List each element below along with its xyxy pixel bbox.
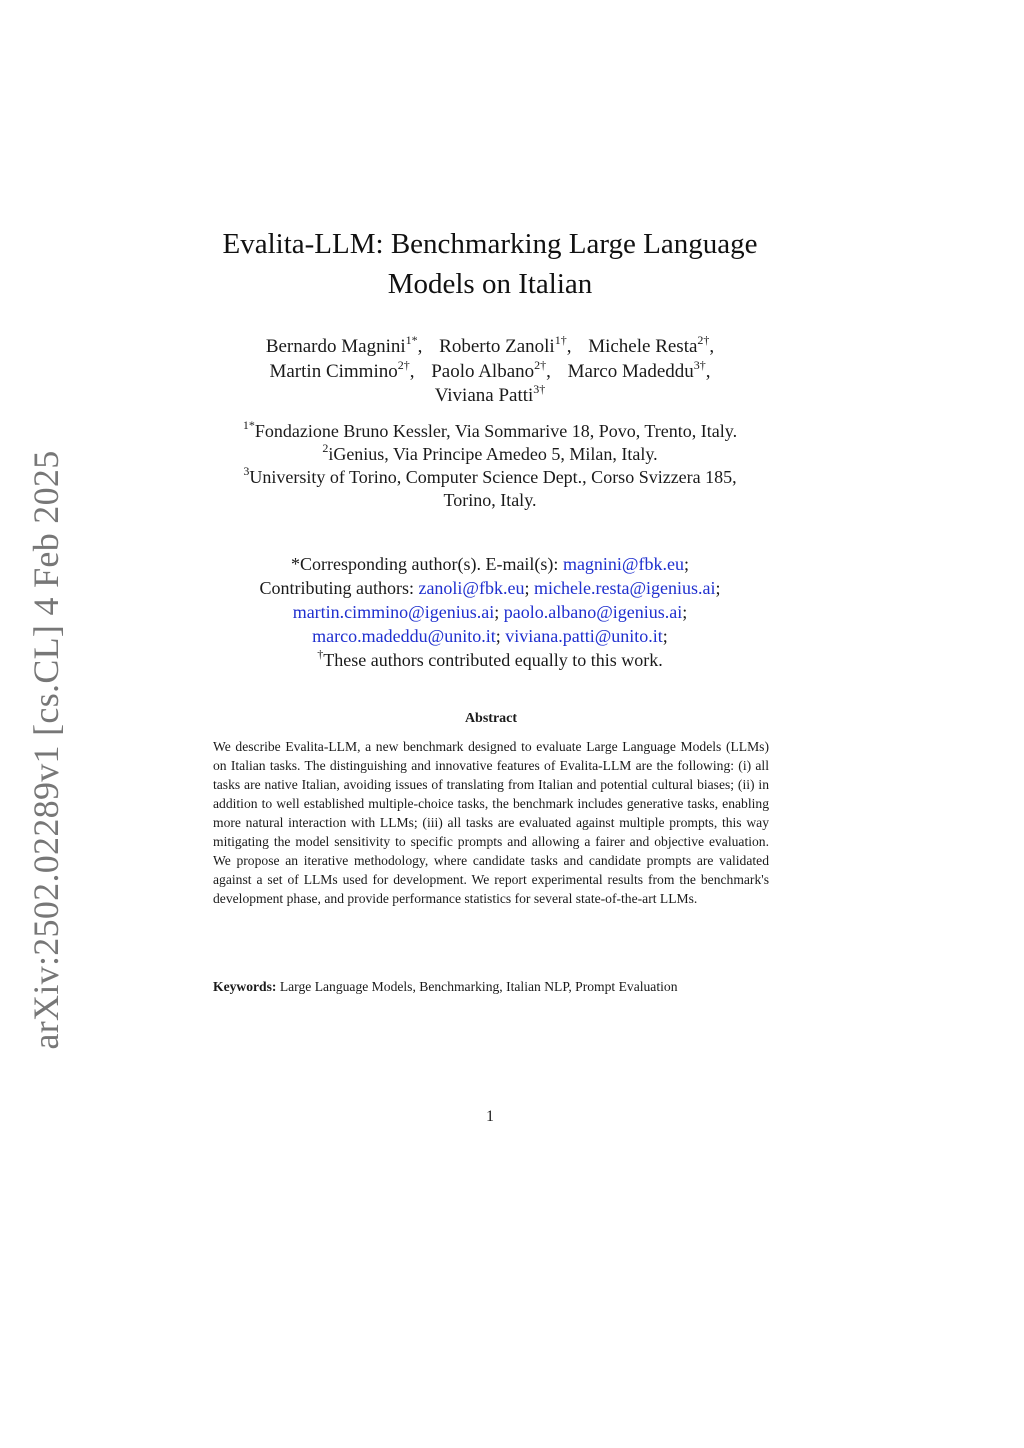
email-link[interactable]: paolo.albano@igenius.ai bbox=[503, 602, 683, 622]
contributing-line: marco.madeddu@unito.it; viviana.patti@unito.it; bbox=[312, 626, 668, 646]
author-separator: , bbox=[566, 336, 572, 357]
affiliation-3 bbox=[140, 466, 840, 489]
author-affiliation-mark: 1† bbox=[554, 333, 567, 347]
author-name: Roberto Zanoli bbox=[439, 336, 555, 357]
affiliation-list bbox=[140, 420, 840, 512]
contributing-label: Contributing authors: bbox=[259, 578, 414, 598]
corresponding-label: *Corresponding author(s). E-mail(s): bbox=[290, 554, 559, 574]
author-separator: , bbox=[546, 360, 551, 382]
contributing-line: martin.cimmino@igenius.ai; paolo.albano@igenius.ai; bbox=[292, 602, 688, 622]
contributing-line: Contributing authors: zanoli@fbk.eu; michele.resta@igenius.ai; bbox=[259, 578, 721, 598]
author-line-1 bbox=[140, 335, 840, 360]
equal-contribution-text: These authors contributed equally to this work. bbox=[323, 650, 663, 670]
affiliation-mark: 1* bbox=[242, 418, 255, 432]
author-name: Bernardo Magnini bbox=[265, 336, 406, 357]
author bbox=[434, 382, 546, 406]
affiliation-text: University of Torino, Computer Science Dept., Corso Svizzera 185, bbox=[249, 467, 737, 487]
author-affiliation-mark: 2† bbox=[397, 357, 410, 372]
author-name: Michele Resta bbox=[588, 336, 698, 357]
abstract-heading: Abstract bbox=[464, 711, 518, 726]
author-line-2 bbox=[140, 357, 840, 385]
author bbox=[431, 357, 551, 382]
email-link[interactable]: martin.cimmino@igenius.ai bbox=[292, 602, 495, 622]
contact-block bbox=[140, 552, 840, 672]
affiliation-mark: 2 bbox=[322, 441, 329, 455]
email-link[interactable]: marco.madeddu@unito.it bbox=[312, 626, 496, 646]
corresponding-email-link[interactable]: magnini@fbk.eu bbox=[562, 554, 684, 574]
corresponding-line: *Corresponding author(s). E-mail(s): magnini@fbk.eu; bbox=[290, 554, 690, 574]
keywords-label: Keywords: bbox=[213, 979, 277, 994]
author-separator: , bbox=[417, 336, 423, 357]
page-number: 1 bbox=[486, 1108, 494, 1125]
author bbox=[269, 357, 415, 382]
author-name: Viviana Patti bbox=[434, 385, 534, 406]
author bbox=[588, 333, 715, 357]
author-affiliation-mark: 3† bbox=[693, 357, 706, 372]
author bbox=[567, 357, 711, 382]
affiliation-1 bbox=[140, 420, 840, 443]
author-affiliation-mark: 2† bbox=[534, 357, 547, 372]
author bbox=[439, 333, 572, 357]
author-line-3 bbox=[140, 384, 840, 409]
affiliation-mark: 3 bbox=[243, 464, 250, 478]
dagger-mark: † bbox=[317, 647, 324, 661]
email-link[interactable]: zanoli@fbk.eu bbox=[418, 578, 525, 598]
author-affiliation-mark: 1* bbox=[405, 333, 418, 347]
arxiv-identifier: arXiv:2502.02289v1 [cs.CL] 4 Feb 2025 bbox=[26, 450, 66, 1050]
paper-title bbox=[140, 224, 840, 304]
equal-contribution-note bbox=[140, 648, 840, 672]
title-line-2: Models on Italian bbox=[387, 268, 593, 300]
keywords-line bbox=[213, 977, 783, 996]
author-affiliation-mark: 3† bbox=[533, 382, 546, 396]
title-line-1: Evalita-LLM: Benchmarking Large Language bbox=[222, 228, 758, 260]
affiliation-2 bbox=[140, 443, 840, 466]
email-link[interactable]: viviana.patti@unito.it bbox=[505, 626, 663, 646]
author-name: Martin Cimmino bbox=[269, 360, 398, 382]
author-separator: , bbox=[709, 336, 715, 357]
email-link[interactable]: michele.resta@igenius.ai bbox=[534, 578, 716, 598]
author-affiliation-mark: 2† bbox=[697, 333, 710, 347]
author-list bbox=[140, 335, 840, 409]
affiliation-3-continued: Torino, Italy. bbox=[443, 490, 537, 510]
author-name: Paolo Albano bbox=[431, 360, 535, 382]
author-separator: , bbox=[705, 360, 711, 382]
keywords-text: Large Language Models, Benchmarking, Italian NLP, Prompt Evaluation bbox=[279, 979, 678, 994]
abstract-text: We describe Evalita-LLM, a new benchmark designed to evaluate Large Language Models (LLMs) on Italian tasks. The distinguishing and innovative features of Evalita-LLM are the following: (i) all tasks are native Italian, avoiding issues of translating from Italian and potential cultural biases; (ii) in addition to well established multiple-choice tasks, the benchmark includes generative tasks, enabling more natural interaction with LLMs; (iii) all tasks are evaluated against multiple prompts, this way mitigating the model sensitivity to specific prompts and allowing a fairer and objective evaluation. We propose an iterative methodology, where candidate tasks and candidate prompts are validated against a set of LLMs used for development. We report experimental results from the benchmark's development phase, and provide performance statistics for several state-of-the-art LLMs. bbox=[213, 739, 769, 906]
author-separator: , bbox=[409, 360, 415, 382]
affiliation-text: Fondazione Bruno Kessler, Via Sommarive 18, Povo, Trento, Italy. bbox=[254, 421, 738, 441]
author-name: Marco Madeddu bbox=[567, 360, 694, 382]
affiliation-text: iGenius, Via Principe Amedeo 5, Milan, Italy. bbox=[328, 444, 658, 464]
author bbox=[265, 333, 423, 357]
